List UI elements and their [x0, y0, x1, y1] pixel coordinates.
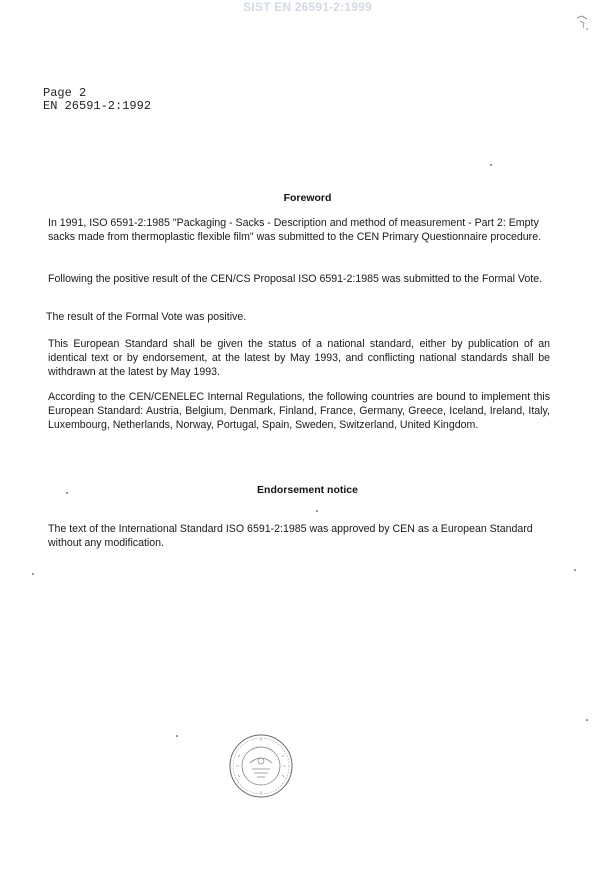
watermark: SIST EN 26591-2:1999: [243, 0, 372, 14]
document-number: EN 26591-2:1992: [43, 99, 152, 113]
foreword-paragraph: According to the CEN/CENELEC Internal Regulations, the following countries are bound to implement this European Standard: Austria, Belgium, Denmark, Finland, France, Germany, Greece, Iceland, Ireland, Italy, Luxembourg, Netherlands, Norway, Portugal, Spain, Sweden, Switzerland, United Kingdom.: [48, 391, 550, 431]
foreword-paragraph: Following the positive result of the CEN/CS Proposal ISO 6591-2:1985 was submitted to the Formal Vote.: [48, 273, 543, 285]
foreword-paragraph: In 1991, ISO 6591-2:1985 "Packaging - Sacks - Description and method of measurement - Part 2: Empty sacks made from thermoplastic flexible film" was submitted to the CEN Primary Questionnaire procedure.: [48, 217, 542, 243]
foreword-paragraph: The result of the Formal Vote was positive.: [46, 311, 247, 323]
endorsement-paragraph: The text of the International Standard ISO 6591-2:1985 was approved by CEN as a European Standard without any modification.: [48, 523, 533, 549]
corner-mark-icon: [576, 14, 590, 32]
page-number: Page 2: [43, 86, 87, 100]
foreword-heading: Foreword: [283, 192, 332, 204]
endorsement-heading: Endorsement notice: [257, 484, 358, 496]
foreword-paragraph: This European Standard shall be given the status of a national standard, either by publication of an identical text or by endorsement, at the latest by May 1993, and conflicting national standards shall be withdrawn at the latest by May 1993.: [48, 338, 550, 378]
official-stamp-seal-icon: [228, 733, 294, 799]
page-reference: [43, 87, 151, 113]
